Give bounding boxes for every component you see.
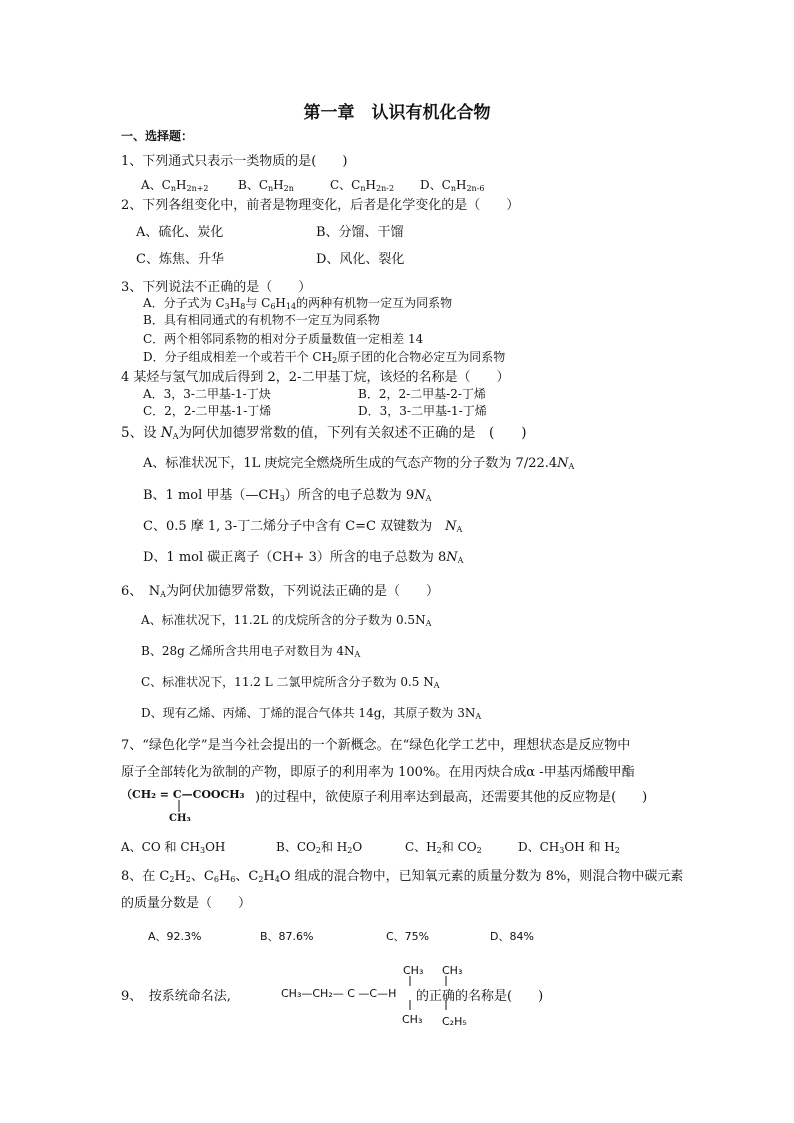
question-7-structure-methyl: CH₃	[169, 813, 191, 824]
question-2-option-c: C、炼焦、升华	[136, 252, 224, 267]
question-9-top-methyl-1: CH₃	[403, 964, 424, 977]
question-6-option-a: A、标准状况下，11.2L 的戊烷所含的分子数为 $0.5N_A$	[141, 613, 432, 628]
question-4-option-a: A．3，3-二甲基-1-丁炔	[143, 387, 271, 401]
question-7-option-b: B、$CO_2$和 $H_2O$	[276, 840, 363, 855]
question-5-option-d: D、1 mol 碳正离子（CH+ 3）所含的电子总数为 $8N_A$	[143, 550, 464, 565]
question-5-option-b: B、1 mol 甲基$(—CH_3)$所含的电子总数为 $9N_A$	[143, 488, 432, 503]
question-9-bottom-methyl: CH₃	[402, 1013, 423, 1026]
question-9-stem-end: 的正确的名称是( )	[416, 989, 544, 1004]
question-4-option-c: C．2，2-二甲基-1-丁烯	[143, 404, 272, 418]
question-3-option-c: C．两个相邻同系物的相对分子质量数值一定相差 14	[143, 332, 424, 346]
question-8-option-a: A、92.3%	[148, 930, 202, 943]
question-3-stem: 3、下列说法不正确的是（ ）	[121, 280, 312, 295]
question-1-option-a: A、$C_nH_{2n+2}$	[141, 178, 209, 193]
question-8-option-b: B、87.6%	[260, 930, 314, 943]
question-2-option-d: D、风化、裂化	[316, 252, 405, 267]
question-8-line-1: 8、在 $C_2H_2$、$C_6H_6$、$C_2H_4O$ 组成的混合物中，已知氧元素的质量分数为 8%，则混合物中碳元素	[121, 869, 684, 884]
question-9-main-chain: CH₃—CH₂— C —C—H	[281, 987, 397, 1000]
question-7-option-a: A、CO 和 $CH_3OH$	[121, 840, 226, 855]
question-7-line-2: 原子全部转化为欲制的产物，即原子的利用率为 100%。在用丙炔合成α -甲基丙烯酸甲酯	[121, 765, 635, 780]
question-7-line-1: 7、“绿色化学”是当今社会提出的一个新概念。在“绿色化学工艺中，理想状态是反应物中	[121, 738, 631, 753]
question-3-option-d: D．分子组成相差一个或若干个 $CH_2$原子团的化合物必定互为同系物	[143, 350, 506, 365]
question-3-option-b: B．具有相同通式的有机物不一定互为同系物	[143, 313, 380, 327]
question-6-option-d: D、现有乙烯、丙烯、丁烯的混合气体共 14g，其原子数为 $3N_A$	[141, 706, 482, 721]
question-6-option-c: C、标准状况下，11.2 L 二氯甲烷所含分子数为 0.5 $N_A$	[141, 675, 440, 690]
question-7-option-d: D、$CH_3OH$ 和 $H_2$	[518, 840, 620, 855]
question-4-option-d: D．3，3-二甲基-1-丁烯	[358, 404, 487, 418]
question-2-stem: 2、下列各组变化中，前者是物理变化，后者是化学变化的是（ ）	[121, 198, 520, 213]
question-8-line-2: 的质量分数是（ ）	[121, 896, 252, 911]
question-9-structure-bonds	[402, 974, 462, 1038]
section-heading: 一、选择题：	[121, 129, 194, 143]
page-title: 第一章 认识有机化合物	[303, 103, 491, 123]
question-7-structure-bond	[174, 800, 184, 814]
question-1-stem: 1、下列通式只表示一类物质的是( )	[121, 154, 348, 169]
question-6-stem: 6、 $N_A$为阿伏加德罗常数，下列说法正确的是（ ）	[121, 584, 439, 599]
question-7-option-c: C、$H_2$和 $CO_2$	[405, 840, 482, 855]
question-3-option-a: A．分子式为 $C_3H_8$与 $C_6H_{14}$的两种有机物一定互为同系物	[143, 296, 453, 311]
question-8-option-c: C、75%	[386, 930, 430, 943]
question-4-option-b: B．2，2-二甲基-2-丁烯	[358, 387, 486, 401]
question-7-line-3: )的过程中，欲使原子利用率达到最高，还需要其他的反应物是( )	[255, 790, 648, 805]
question-2-option-a: A、硫化、炭化	[136, 225, 224, 240]
question-6-option-b: B、28g 乙烯所含共用电子对数目为 $4N_A$	[141, 644, 361, 659]
question-9-bottom-ethyl: C₂H₅	[442, 1015, 467, 1028]
question-1-option-b: B、$C_nH_{2n}$	[238, 178, 294, 193]
question-9-stem: 9、 按系统命名法,	[121, 989, 231, 1004]
question-8-option-d: D、84%	[490, 930, 534, 943]
question-7-structure-main: （CH₂ = C—COOCH₃	[121, 788, 245, 801]
question-1-option-c: C、$C_nH_{2n-2}$	[330, 178, 395, 193]
question-5-option-c: C、0.5 摩 1, 3-丁二烯分子中含有 C=C 双键数为 $N_A$	[143, 519, 463, 534]
question-5-option-a: A、标准状况下，1L 庚烷完全燃烧所生成的气态产物的分子数为 $7/22.4N_A$	[143, 456, 575, 471]
question-4-stem: 4 某烃与氢气加成后得到 2，2-二甲基丁烷，该烃的名称是（ ）	[121, 370, 510, 385]
question-5-stem: 5、设 $N_A$为阿伏加德罗常数的值，下列有关叙述不正确的是 ( )	[121, 425, 527, 441]
question-9-top-methyl-2: CH₃	[442, 964, 463, 977]
question-1-option-d: D、$C_nH_{2n-6}$	[420, 178, 485, 193]
question-2-option-b: B、分馏、干馏	[316, 225, 404, 240]
